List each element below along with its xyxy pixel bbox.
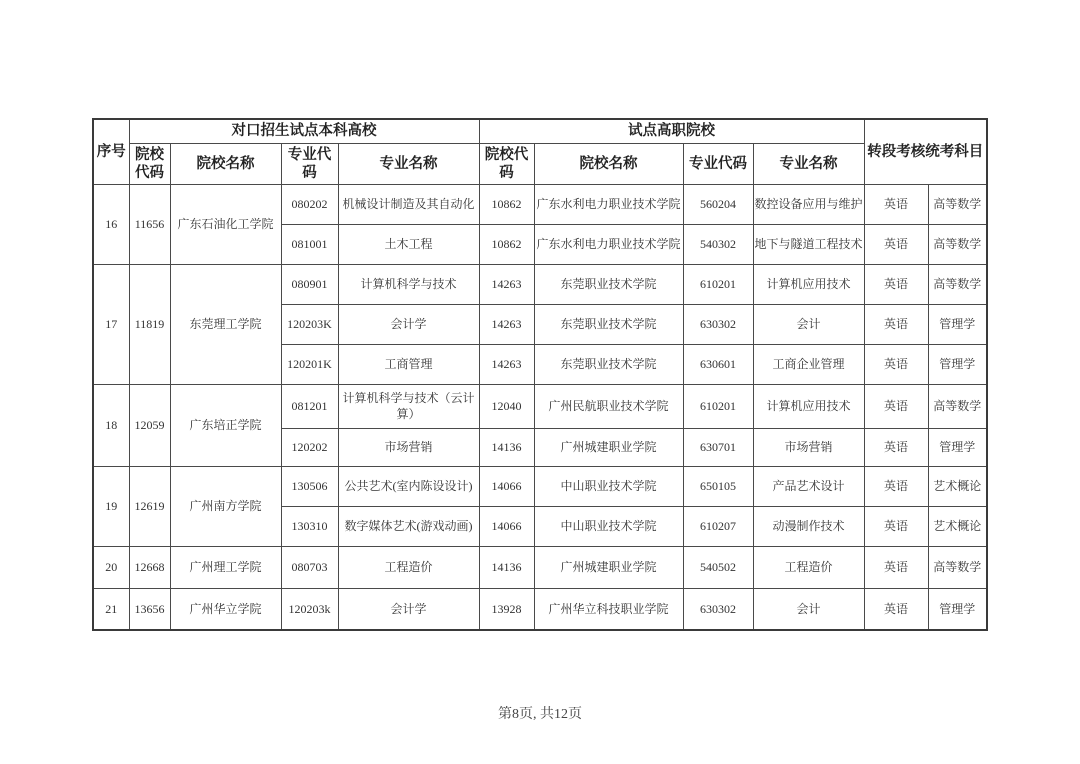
hv-college-code-cell: 14136 — [479, 428, 534, 466]
major-name-cell: 会计学 — [338, 588, 479, 630]
header-group-exam-subjects: 转段考核统考科目 — [864, 119, 987, 184]
subject-english-cell: 英语 — [864, 428, 928, 466]
hv-major-name-cell: 市场营销 — [753, 428, 864, 466]
subject-second-cell: 管理学 — [928, 428, 987, 466]
hv-college-name-cell: 广州城建职业学院 — [534, 428, 683, 466]
hv-college-code-cell: 12040 — [479, 384, 534, 428]
subject-second-cell: 艺术概论 — [928, 506, 987, 546]
major-name-cell: 机械设计制造及其自动化 — [338, 184, 479, 224]
hv-major-name-cell: 计算机应用技术 — [753, 384, 864, 428]
hv-college-code-cell: 14263 — [479, 344, 534, 384]
major-name-cell: 工商管理 — [338, 344, 479, 384]
seq-cell: 20 — [93, 546, 129, 588]
hv-college-name-cell: 广州华立科技职业学院 — [534, 588, 683, 630]
seq-cell: 16 — [93, 184, 129, 264]
college-name-cell: 东莞理工学院 — [170, 264, 281, 384]
seq-cell: 21 — [93, 588, 129, 630]
subject-second-cell: 高等数学 — [928, 546, 987, 588]
seq-cell: 19 — [93, 466, 129, 546]
hv-major-name-cell: 计算机应用技术 — [753, 264, 864, 304]
major-code-cell: 120203K — [281, 304, 338, 344]
hv-college-code-cell: 10862 — [479, 184, 534, 224]
major-code-cell: 080202 — [281, 184, 338, 224]
subject-english-cell: 英语 — [864, 506, 928, 546]
subject-second-cell: 高等数学 — [928, 224, 987, 264]
subject-english-cell: 英语 — [864, 466, 928, 506]
header-seq: 序号 — [93, 119, 129, 184]
major-name-cell: 计算机科学与技术（云计算） — [338, 384, 479, 428]
header-group-row — [93, 119, 987, 143]
header-hv-major-name: 专业名称 — [753, 143, 864, 184]
subject-english-cell: 英语 — [864, 224, 928, 264]
hv-major-name-cell: 工商企业管理 — [753, 344, 864, 384]
hv-college-name-cell: 东莞职业技术学院 — [534, 344, 683, 384]
college-code-cell: 12059 — [129, 384, 170, 466]
subject-second-cell: 高等数学 — [928, 184, 987, 224]
hv-college-name-cell: 东莞职业技术学院 — [534, 264, 683, 304]
hv-major-code-cell: 630701 — [683, 428, 753, 466]
major-code-cell: 130310 — [281, 506, 338, 546]
subject-second-cell: 管理学 — [928, 304, 987, 344]
table-row — [93, 184, 987, 224]
header-hv-major-code: 专业代码 — [683, 143, 753, 184]
major-code-cell: 120203k — [281, 588, 338, 630]
table-body — [93, 184, 987, 630]
header-hv-college-name: 院校名称 — [534, 143, 683, 184]
college-name-cell: 广东培正学院 — [170, 384, 281, 466]
hv-major-code-cell: 630302 — [683, 588, 753, 630]
hv-college-code-cell: 14263 — [479, 264, 534, 304]
major-name-cell: 会计学 — [338, 304, 479, 344]
hv-college-name-cell: 东莞职业技术学院 — [534, 304, 683, 344]
hv-college-name-cell: 广州民航职业技术学院 — [534, 384, 683, 428]
college-name-cell: 广东石油化工学院 — [170, 184, 281, 264]
hv-college-code-cell: 13928 — [479, 588, 534, 630]
hv-college-name-cell: 中山职业技术学院 — [534, 506, 683, 546]
hv-major-code-cell: 540502 — [683, 546, 753, 588]
header-college-name: 院校名称 — [170, 143, 281, 184]
subject-second-cell: 高等数学 — [928, 384, 987, 428]
college-code-cell: 13656 — [129, 588, 170, 630]
hv-major-code-cell: 540302 — [683, 224, 753, 264]
college-name-cell: 广州南方学院 — [170, 466, 281, 546]
seq-cell: 17 — [93, 264, 129, 384]
hv-major-code-cell: 650105 — [683, 466, 753, 506]
college-code-cell: 11656 — [129, 184, 170, 264]
major-name-cell: 土木工程 — [338, 224, 479, 264]
page-footer: 第8页, 共12页 — [498, 707, 582, 722]
hv-major-name-cell: 动漫制作技术 — [753, 506, 864, 546]
table-row — [93, 588, 987, 630]
subject-second-cell: 高等数学 — [928, 264, 987, 304]
table-row — [93, 264, 987, 304]
subject-english-cell: 英语 — [864, 546, 928, 588]
hv-major-code-cell: 630302 — [683, 304, 753, 344]
major-code-cell: 120202 — [281, 428, 338, 466]
hv-major-code-cell: 610207 — [683, 506, 753, 546]
hv-major-code-cell: 610201 — [683, 264, 753, 304]
seq-cell: 18 — [93, 384, 129, 466]
hv-major-code-cell: 610201 — [683, 384, 753, 428]
hv-major-name-cell: 地下与隧道工程技术 — [753, 224, 864, 264]
hv-major-name-cell: 产品艺术设计 — [753, 466, 864, 506]
subject-second-cell: 管理学 — [928, 588, 987, 630]
admissions-table — [92, 118, 988, 631]
header-hv-college-code: 院校代码 — [479, 143, 534, 184]
college-name-cell: 广州理工学院 — [170, 546, 281, 588]
hv-college-code-cell: 14066 — [479, 466, 534, 506]
header-group-vocational: 试点高职院校 — [479, 119, 864, 143]
subject-english-cell: 英语 — [864, 344, 928, 384]
major-code-cell: 080901 — [281, 264, 338, 304]
hv-major-name-cell: 会计 — [753, 588, 864, 630]
hv-major-name-cell: 数控设备应用与维护 — [753, 184, 864, 224]
subject-english-cell: 英语 — [864, 184, 928, 224]
header-columns-row — [93, 143, 987, 184]
major-code-cell: 130506 — [281, 466, 338, 506]
subject-english-cell: 英语 — [864, 264, 928, 304]
college-code-cell: 12619 — [129, 466, 170, 546]
subject-second-cell: 艺术概论 — [928, 466, 987, 506]
major-code-cell: 120201K — [281, 344, 338, 384]
hv-major-code-cell: 630601 — [683, 344, 753, 384]
header-college-code: 院校代码 — [129, 143, 170, 184]
major-name-cell: 数字媒体艺术(游戏动画) — [338, 506, 479, 546]
major-code-cell: 080703 — [281, 546, 338, 588]
hv-major-name-cell: 会计 — [753, 304, 864, 344]
hv-college-code-cell: 14136 — [479, 546, 534, 588]
major-name-cell: 市场营销 — [338, 428, 479, 466]
table-row — [93, 546, 987, 588]
hv-college-name-cell: 中山职业技术学院 — [534, 466, 683, 506]
subject-english-cell: 英语 — [864, 304, 928, 344]
header-major-code: 专业代码 — [281, 143, 338, 184]
major-name-cell: 工程造价 — [338, 546, 479, 588]
college-name-cell: 广州华立学院 — [170, 588, 281, 630]
subject-english-cell: 英语 — [864, 384, 928, 428]
college-code-cell: 12668 — [129, 546, 170, 588]
hv-college-code-cell: 14066 — [479, 506, 534, 546]
major-name-cell: 公共艺术(室内陈设设计) — [338, 466, 479, 506]
hv-college-name-cell: 广东水利电力职业技术学院 — [534, 224, 683, 264]
subject-second-cell: 管理学 — [928, 344, 987, 384]
subject-english-cell: 英语 — [864, 588, 928, 630]
hv-major-name-cell: 工程造价 — [753, 546, 864, 588]
hv-college-code-cell: 14263 — [479, 304, 534, 344]
table-row — [93, 466, 987, 506]
table-row — [93, 384, 987, 428]
major-name-cell: 计算机科学与技术 — [338, 264, 479, 304]
college-code-cell: 11819 — [129, 264, 170, 384]
header-group-undergrad: 对口招生试点本科高校 — [129, 119, 479, 143]
hv-major-code-cell: 560204 — [683, 184, 753, 224]
header-major-name: 专业名称 — [338, 143, 479, 184]
hv-college-code-cell: 10862 — [479, 224, 534, 264]
major-code-cell: 081001 — [281, 224, 338, 264]
hv-college-name-cell: 广州城建职业学院 — [534, 546, 683, 588]
hv-college-name-cell: 广东水利电力职业技术学院 — [534, 184, 683, 224]
major-code-cell: 081201 — [281, 384, 338, 428]
